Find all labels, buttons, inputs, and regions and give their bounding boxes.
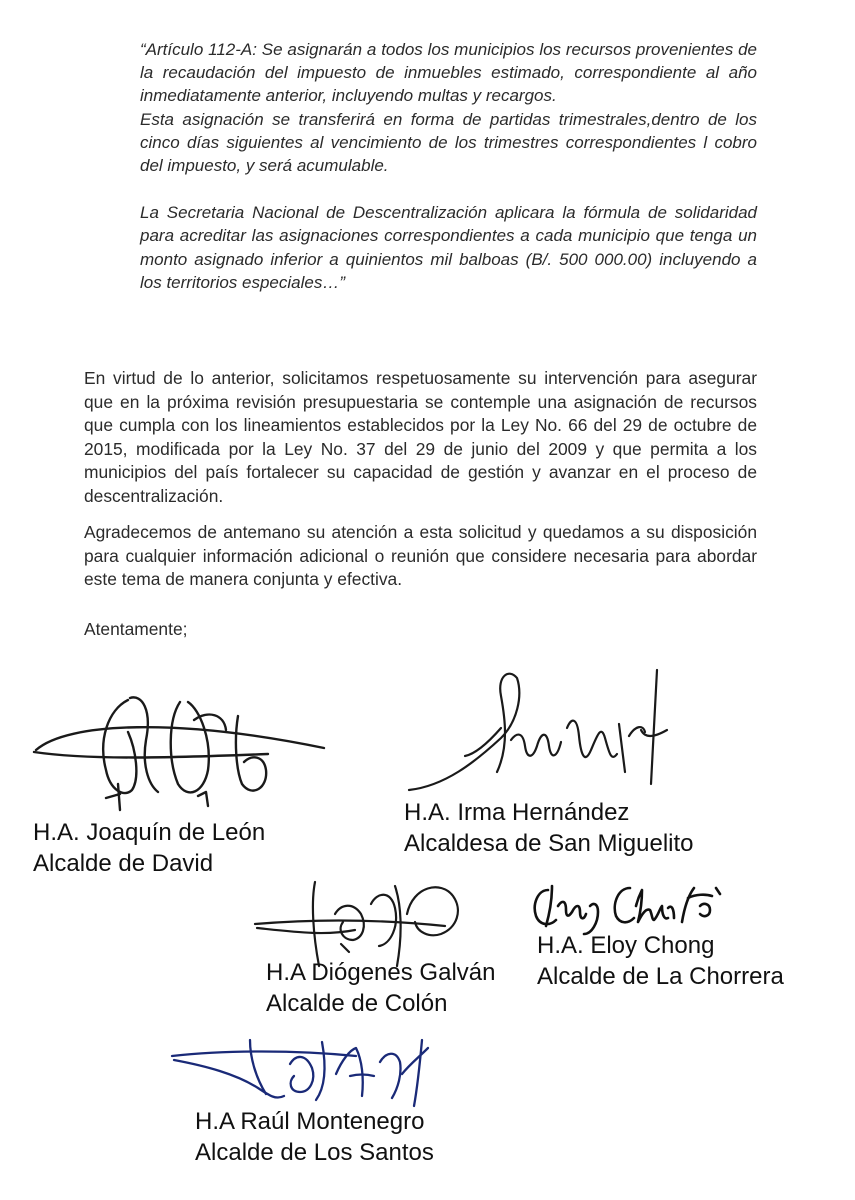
signatory-title: Alcalde de Los Santos: [195, 1139, 434, 1166]
body-paragraph-request: En virtud de lo anterior, solicitamos respetuosamente su intervención para asegurar que en la próxima revisión presupuestaria se contemple una asignación de recursos que cumpla con los lineamientos establecidos por la Ley No. 66 del 29 de octubre de 2015, modificada por la Ley No. 37 del 29 de junio del 2009 y que permita a los municipios del país fortalecer su capacidad de gestión y avanzar en el proceso de descentralización.: [84, 368, 757, 506]
signatory-name: H.A. Irma Hernández: [404, 799, 630, 826]
signatory-title: Alcaldesa de San Miguelito: [404, 830, 694, 857]
signatory-diogenes-galvan: [266, 957, 495, 1019]
signatory-joaquin-de-leon: [33, 817, 265, 879]
signatory-raul-montenegro: [195, 1106, 434, 1168]
signatory-name: H.A Raúl Montenegro: [195, 1108, 425, 1135]
signature-eloy-chong: [528, 876, 728, 936]
signature-irma-hernandez: [405, 666, 675, 801]
signatory-title: Alcalde de La Chorrera: [537, 963, 784, 990]
quote-paragraph-2: Esta asignación se transferirá en forma de partidas trimestrales,dentro de los cinco días siguientes al vencimiento de los trimestres correspondientes l cobro del impuesto, y será acumulable.: [140, 109, 757, 176]
signatory-eloy-chong: [537, 930, 784, 992]
quoted-article: [140, 38, 757, 294]
signatory-title: Alcalde de David: [33, 850, 214, 877]
signature-raul-montenegro: [166, 1034, 466, 1114]
signatory-irma-hernandez: [404, 797, 694, 859]
signatory-name: H.A. Eloy Chong: [537, 932, 715, 959]
signatory-name: H.A Diógenes Galván: [266, 959, 496, 986]
body-paragraph-thanks: Agradecemos de antemano su atención a esta solicitud y quedamos a su disposición para cualquier información adicional o reunión que considere necesaria para abordar este tema de manera conjunta y efectiva.: [84, 522, 757, 590]
quote-paragraph-3: La Secretaria Nacional de Descentralización aplicara la fórmula de solidaridad para acreditar las asignaciones correspondientes a cada municipio que tenga un monto asignado inferior a quinientos mil balboas (B/. 500 000.00) incluyendo a los territorios especiales…”: [140, 203, 757, 292]
signatory-title: Alcalde de Colón: [266, 990, 448, 1017]
signatory-name: H.A. Joaquín de León: [33, 819, 266, 846]
signature-joaquin-de-leon: [28, 680, 328, 815]
closing-salutation: Atentamente;: [84, 619, 188, 639]
quote-paragraph-1: “Artículo 112-A: Se asignarán a todos los municipios los recursos provenientes de la recaudación del impuesto de inmuebles estimado, correspondiente al año inmediatamente anterior, incluyendo multas y recargos.: [140, 40, 757, 106]
